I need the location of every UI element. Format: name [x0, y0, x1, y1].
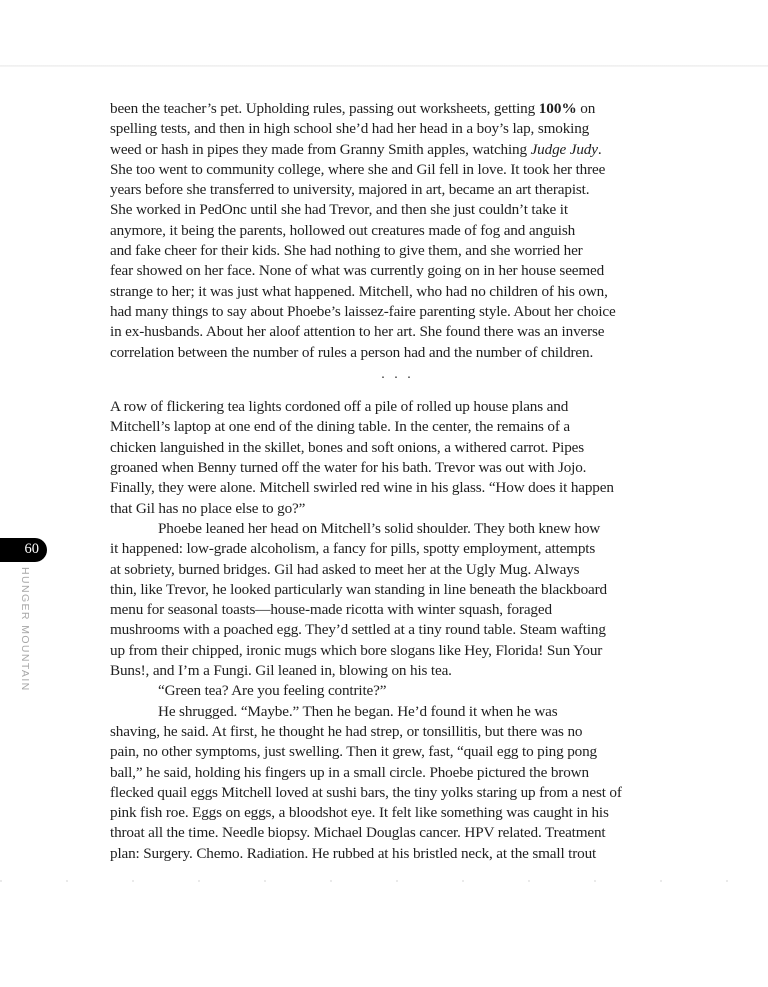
- text-line: had many things to say about Phoebe’s laissez-faire parenting style. About her choice: [110, 302, 616, 320]
- paragraph: [110, 99, 685, 363]
- text-line: Mitchell’s laptop at one end of the dining table. In the center, the remains of a: [110, 418, 571, 436]
- text-line: correlation between the number of rules a person had and the number of children.: [110, 343, 594, 361]
- text-line: pain, no other symptoms, just swelling. Then it grew, fast, “quail egg to ping pong: [110, 743, 597, 761]
- bold-text: 100%: [538, 100, 577, 117]
- text-line: pink fish roe. Eggs on eggs, a bloodshot eye. It felt like something was caught in his: [110, 804, 609, 822]
- text-line: up from their chipped, ironic mugs which bore slogans like Hey, Florida! Sun Your: [110, 641, 603, 659]
- text-line: shaving, he said. At first, he thought he had strep, or tonsillitis, but there was no: [110, 722, 583, 740]
- text-line: anymore, it being the parents, hollowed out creatures made of fog and anguish: [110, 221, 576, 239]
- page-number: 60: [24, 541, 39, 557]
- text-line: chicken languished in the skillet, bones and soft onions, a withered carrot. Pipes: [110, 438, 585, 456]
- text-line: She worked in PedOnc until she had Trevor, and then she just couldn’t take it: [110, 201, 568, 219]
- paragraph: [110, 702, 685, 864]
- text-line: at sobriety, burned bridges. Gil had asked to meet her at the Ugly Mug. Always: [110, 560, 580, 578]
- text-line: throat all the time. Needle biopsy. Michael Douglas cancer. HPV related. Treatment: [110, 824, 606, 842]
- page-number-pill: [0, 538, 47, 562]
- text-line: in ex-husbands. About her aloof attention to her art. She found there was an inverse: [110, 323, 605, 341]
- top-scan-rule: [0, 65, 768, 67]
- text-line: weed or hash in pipes they made from Granny Smith apples, watching Judge Judy.: [110, 140, 602, 158]
- text-line: Finally, they were alone. Mitchell swirled red wine in his glass. “How does it happen: [110, 479, 614, 497]
- section-break: . . .: [381, 366, 414, 382]
- paragraph: [110, 397, 685, 519]
- italic-text: Judge Judy: [530, 140, 598, 158]
- text-line: plan: Surgery. Chemo. Radiation. He rubbed at his bristled neck, at the small trout: [110, 844, 597, 862]
- body-text: [110, 99, 685, 864]
- text-line: that Gil has no place else to go?”: [110, 499, 306, 517]
- text-line: it happened: low-grade alcoholism, a fancy for pills, spotty employment, attempts: [110, 540, 596, 558]
- text-line: been the teacher’s pet. Upholding rules, passing out worksheets, getting 100% on: [110, 100, 596, 117]
- text-line: ball,” he said, holding his fingers up in a small circle. Phoebe pictured the brown: [110, 763, 589, 781]
- text-line: years before she transferred to university, majored in art, became an art therapist.: [110, 181, 590, 199]
- text-line: fear showed on her face. None of what was currently going on in her house seemed: [110, 262, 605, 280]
- text-line: “Green tea? Are you feeling contrite?”: [158, 682, 387, 700]
- text-line: mushrooms with a poached egg. They’d settled at a tiny round table. Steam wafting: [110, 621, 606, 639]
- text-line: She too went to community college, where she and Gil fell in love. It took her three: [110, 160, 606, 178]
- text-line: He shrugged. “Maybe.” Then he began. He’d found it when he was: [158, 702, 558, 720]
- text-line: strange to her; it was just what happened. Mitchell, who had no children of his own,: [110, 282, 608, 300]
- text-line: Buns!, and I’m a Fungi. Gil leaned in, blowing on his tea.: [110, 662, 452, 680]
- text-line: flecked quail eggs Mitchell loved at sushi bars, the tiny yolks staring up from a nest of: [110, 783, 622, 801]
- text-line: groaned when Benny turned off the water for his bath. Trevor was out with Jojo.: [110, 459, 587, 477]
- paragraph: [110, 681, 685, 701]
- bottom-perforation-marks: [0, 880, 768, 882]
- text-line: menu for seasonal toasts—house-made ricotta with winter squash, foraged: [110, 601, 552, 619]
- paragraph: [110, 519, 685, 681]
- journal-title-vertical: HUNGER MOUNTAIN: [19, 567, 31, 692]
- text-line: A row of flickering tea lights cordoned off a pile of rolled up house plans and: [110, 398, 569, 416]
- text-line: spelling tests, and then in high school she’d had her head in a boy’s lap, smoking: [110, 120, 590, 138]
- text-line: thin, like Trevor, he looked particularly wan standing in line beneath the blackboard: [110, 580, 607, 598]
- text-line: Phoebe leaned her head on Mitchell’s solid shoulder. They both knew how: [158, 519, 601, 537]
- text-line: and fake cheer for their kids. She had nothing to give them, and she worried her: [110, 242, 583, 260]
